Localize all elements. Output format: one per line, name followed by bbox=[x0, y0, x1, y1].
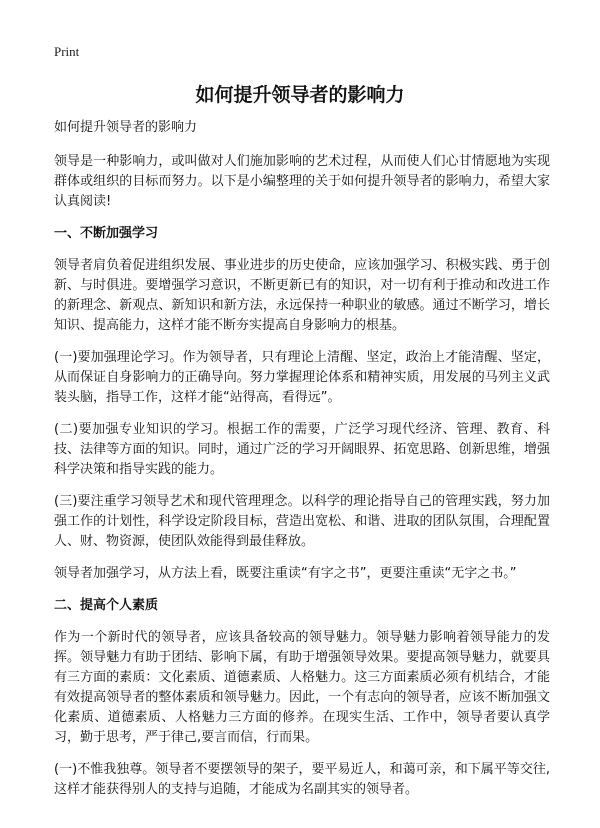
paragraph: (三)要注重学习领导艺术和现代管理理念。以科学的理论指导自己的管理实践，努力加强工作的计划性，科学设定阶段目标，营造出宽松、和谐、进取的团队氛围，合理配置人、财、物资源，使团队效能得到最佳释放。 bbox=[54, 494, 550, 549]
document-body bbox=[54, 118, 550, 812]
paragraph: 作为一个新时代的领导者，应该具备较高的领导魅力。领导魅力影响着领导能力的发挥。领导魅力有助于团结、影响下属，有助于增强领导效果。要提高领导魅力，就要具有三方面的素质：文化素质、道德素质、人格魅力。这三方面素质必须有机结合，才能有效提高领导者的整体素质和领导魅力。因此，一个有志向的领导者，应该不断加强文化素质、道德素质、人格魅力三方面的修养。在现实生活、工作中，领导者要认真学习，勤于思考，严于律己,要言而信，行而果。 bbox=[54, 630, 550, 745]
paragraph: (二)要加强专业知识的学习。根据工作的需要，广泛学习现代经济、管理、教育、科技、法律等方面的知识。同时，通过广泛的学习开阔眼界、拓宽思路、创新思维，增强科学决策和指导实践的能力。 bbox=[54, 422, 550, 477]
document-title: 如何提升领导者的影响力 bbox=[195, 84, 405, 106]
paragraph: 领导者肩负着促进组织发展、事业进步的历史使命，应该加强学习、积极实践、勇于创新、与时俱进。要增强学习意识，不断更新已有的知识，对一切有利于推动和改进工作的新理念、新观点、新知识和新方法，永远保持一种职业的敏感。通过不断学习，增长知识、提高能力，这样才能不断夯实提高自身影响力的根基。 bbox=[54, 258, 550, 333]
print-label[interactable]: Print bbox=[54, 44, 80, 59]
paragraph: (一)不惟我独尊。领导者不要摆领导的架子，要平易近人，和蔼可亲，和下属平等交往,这样才能获得别人的支持与追随，才能成为名副其实的领导者。 bbox=[54, 762, 550, 797]
paragraph: (一)要加强理论学习。作为领导者，只有理论上清醒、坚定，政治上才能清醒、坚定，从而保证自身影响力的正确导向。努力掌握理论体系和精神实质，用发展的马列主义武装头脑，指导工作，这样才能“站得高，看得远”。 bbox=[54, 350, 550, 405]
document-subtitle: 如何提升领导者的影响力 bbox=[54, 120, 198, 135]
section-heading-2: 二、提高个人素质 bbox=[54, 598, 159, 613]
intro-paragraph: 领导是一种影响力，或叫做对人们施加影响的艺术过程，从而使人们心甘情愿地为实现群体或组织的目标而努力。以下是小编整理的关于如何提升领导者的影响力，希望大家认真阅读! bbox=[54, 154, 550, 209]
paragraph: 领导者加强学习，从方法上看，既要注重读“有字之书”，更要注重读“无字之书。” bbox=[54, 566, 517, 581]
section-heading-1: 一、不断加强学习 bbox=[54, 226, 159, 241]
